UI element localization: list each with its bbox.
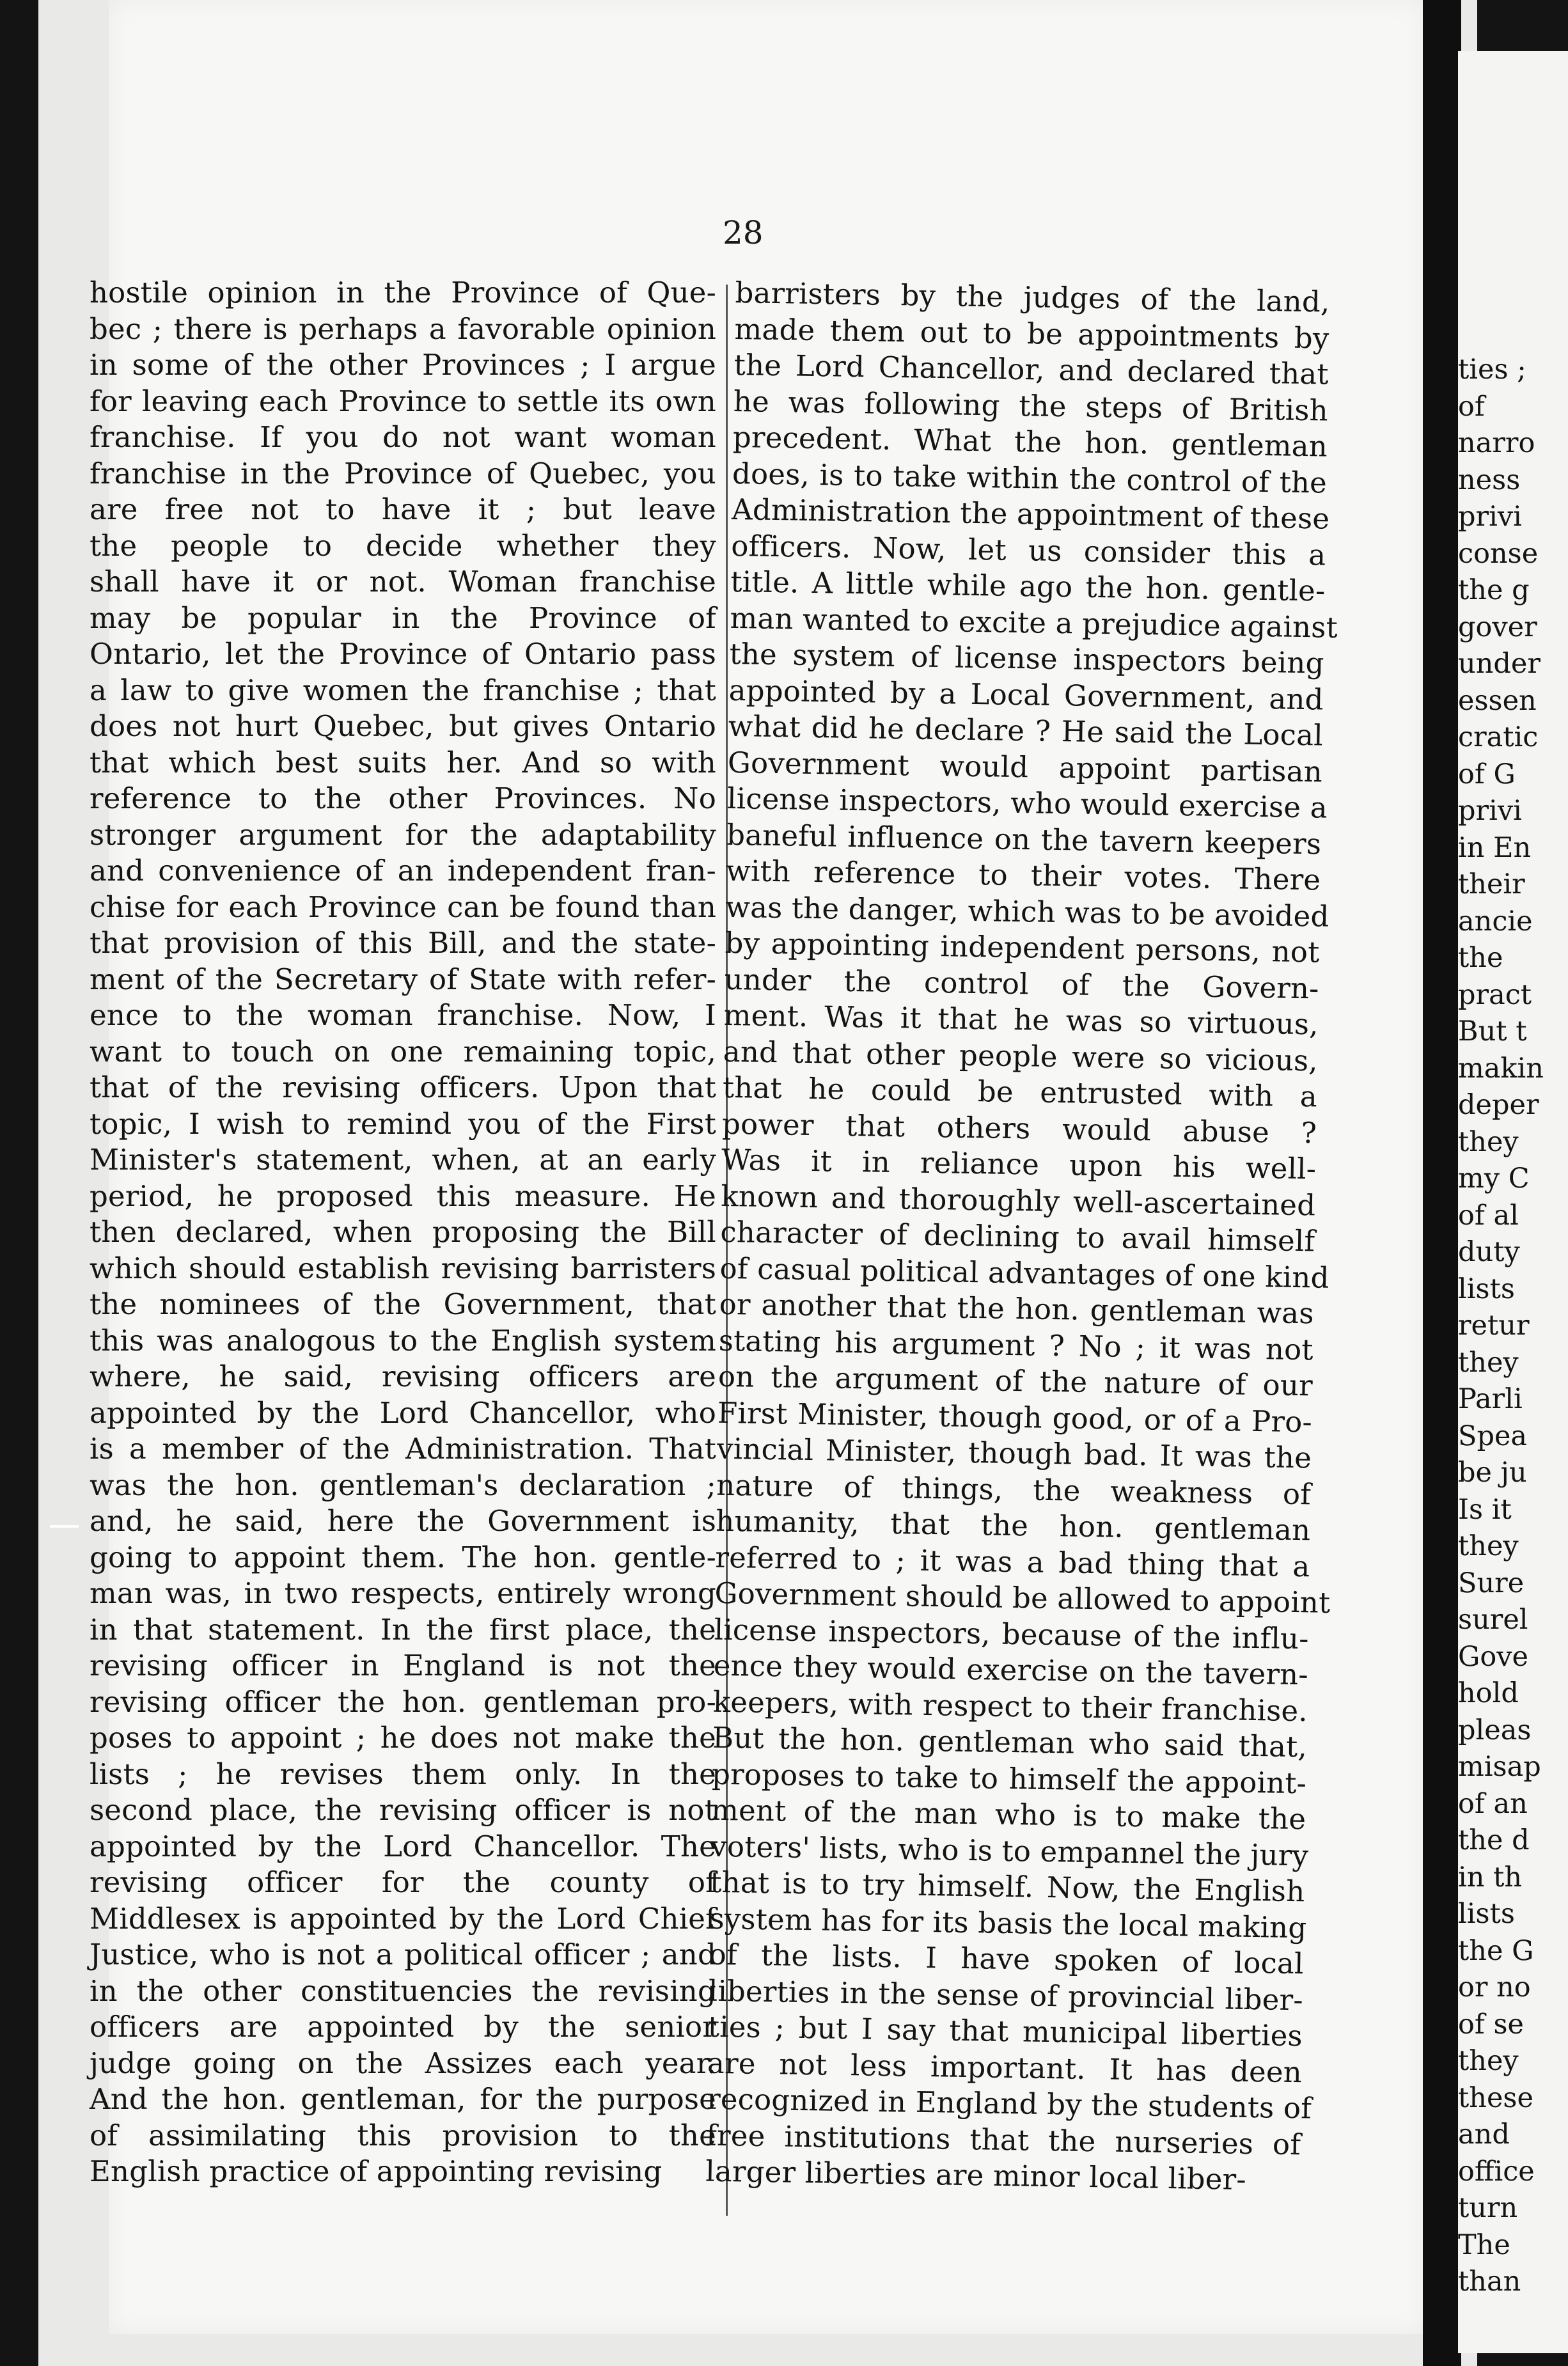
text-line: are free not to have it ; but leave [90,492,716,526]
text-line: Administration the appointment of these [731,492,1330,536]
text-line: a law to give women the franchise ; that [90,673,716,707]
text-line: then declared, when proposing the Bill [90,1215,716,1249]
text-line: Was it in reliance upon his well- [721,1142,1317,1186]
text-line: that of the revising officers. Upon that [90,1070,716,1104]
text-line: the Lord Chancellor, and declared that [733,347,1329,391]
fragment-line: Parli [1458,1383,1523,1415]
fragment-line: and [1458,2119,1510,2151]
text-line: appointed by the Lord Chancellor, who [90,1395,716,1430]
text-line: ence they would exercise on the tavern- [713,1648,1309,1692]
text-line: second place, the revising officer is not [90,1793,716,1827]
fragment-line: they [1458,1346,1519,1379]
text-line: proposes to take to himself the appoint- [711,1757,1307,1800]
fragment-line: they [1458,2045,1519,2077]
fragment-line: they [1458,1530,1519,1562]
text-line: nature of things, the weakness of [716,1468,1312,1511]
fragment-line: conse [1458,537,1539,570]
text-line: topic, I wish to remind you of the First [90,1106,716,1141]
fragment-line: they [1458,1125,1519,1158]
text-line: revising officer for the county of [90,1865,716,1899]
fragment-line: But t [1458,1015,1527,1047]
text-line: system has for its basis the local making [709,1901,1307,1945]
text-line: of assimilating this provision to the [90,2118,716,2152]
fragment-line: pleas [1458,1714,1532,1746]
text-line: and convenience of an independent fran- [90,854,716,888]
fragment-line: Is it [1458,1493,1512,1526]
text-line: barristers by the judges of the land, [735,275,1330,319]
page-number: 28 [723,214,764,251]
fragment-line: Gove [1458,1640,1528,1673]
text-line: lists ; he revises them only. In the [90,1757,716,1791]
text-line: and that other people were so vicious, [723,1034,1319,1077]
fragment-line: ancie [1458,905,1533,937]
text-line: larger liberties are minor local liber- [705,2154,1247,2197]
text-line: on the argument of the nature of our [717,1359,1313,1403]
fragment-line: of [1458,390,1485,423]
text-line: was the danger, which was to be avoided [725,889,1329,934]
text-line: under the control of the Govern- [724,962,1320,1005]
text-line: that provision of this Bill, and the state- [90,926,716,960]
text-line: are not less important. It has deen [707,2046,1303,2089]
text-line: appointed by a Local Government, and [728,673,1324,717]
fragment-line: my C [1458,1163,1530,1195]
text-line: Government would appoint partisan [727,745,1323,789]
fragment-line: of an [1458,1787,1528,1820]
fragment-line: be ju [1458,1457,1527,1489]
text-line: which should establish revising barristers [90,1251,716,1285]
text-line: this was analogous to the English system [90,1323,716,1358]
fragment-line: misap [1458,1751,1541,1783]
text-line: or another that the hon. gentleman was [719,1287,1315,1331]
text-line: vincial Minister, though bad. It was the [716,1431,1312,1475]
text-line: stating his argument ? No ; it was not [718,1323,1314,1367]
text-line: ence to the woman franchise. Now, I [90,998,716,1032]
text-line: the people to decide whether they [90,528,716,563]
text-line: title. A little while ago the hon. gentle- [730,564,1326,608]
text-line: that is to try himself. Now, the English [710,1865,1305,1909]
fragment-line: essen [1458,684,1537,717]
text-line: in that statement. In the first place, the [90,1612,716,1647]
text-line: man wanted to excite a prejudice against [730,600,1338,645]
text-line: revising officer the hon. gentleman pro- [90,1684,716,1719]
text-line: franchise in the Province of Quebec, you [90,456,716,490]
text-line: going to appoint them. The hon. gentle- [90,1540,716,1574]
text-line: But the hon. gentleman who said that, [712,1720,1308,1764]
fragment-line: makin [1458,1052,1544,1085]
fragment-line: Spea [1458,1420,1528,1452]
fragment-line: narro [1458,427,1535,459]
text-line: ment. Was it that he was so virtuous, [723,998,1319,1042]
text-line: that which best suits her. And so with [90,745,716,780]
text-line: free institutions that the nurseries of [705,2118,1301,2161]
text-line: First Minister, though good, or of a Pro- [717,1395,1313,1439]
text-line: and, he said, here the Government is [90,1504,716,1538]
fragment-line: lists [1458,1898,1515,1930]
text-line: baneful influence on the tavern keepers [726,817,1322,861]
fragment-line: surel [1458,1604,1528,1636]
fragment-line: the d [1458,1824,1530,1856]
text-line: keepers, with respect to their franchise. [712,1684,1308,1728]
text-line: Ontario, let the Province of Ontario pass [90,637,716,671]
text-line: Middlesex is appointed by the Lord Chief [90,1901,716,1936]
text-line: appointed by the Lord Chancellor. The [90,1829,716,1863]
text-line: power that others would abuse ? [721,1106,1317,1150]
fragment-line: The [1458,2229,1510,2261]
fragment-line: pract [1458,978,1532,1011]
fragment-line: lists [1458,1273,1515,1305]
fragment-line: turn [1458,2192,1518,2224]
text-line: revising officer in England is not the [90,1649,716,1682]
text-line: referred to ; it was a bad thing that a [715,1540,1310,1583]
text-line: what did he declare ? He said the Local [728,709,1324,753]
fragment-line: these [1458,2081,1533,2114]
left-column [90,275,716,2190]
text-line: officers are appointed by the senior [90,2010,716,2044]
text-line: judge going on the Assizes each year. [90,2046,716,2080]
fragment-line: their [1458,868,1525,900]
text-line: may be popular in the Province of [90,600,716,635]
fragment-line: the g [1458,574,1530,606]
fragment-line: than [1458,2266,1521,2298]
text-line: officers. Now, let us consider this a [730,528,1326,572]
text-line: English practice of appointing revising [90,2154,662,2188]
fragment-line: retur [1458,1310,1530,1342]
fragment-line: privi [1458,501,1522,533]
fragment-line: privi [1458,795,1522,827]
fragment-line: Sure [1458,1567,1525,1599]
fragment-line: the [1458,942,1503,974]
fragment-line: of se [1458,2008,1524,2041]
text-line: for leaving each Province to settle its own [90,384,716,418]
fragment-line: or no [1458,1971,1531,2003]
text-line: he was following the steps of British [733,384,1329,428]
text-line: made them out to be appointments by [734,311,1329,356]
text-line: bec ; there is perhaps a favorable opinion [90,311,716,346]
book-gutter [1423,0,1461,2366]
fragment-line: under [1458,648,1541,680]
text-line: Government should be allowed to appoint [714,1576,1331,1620]
text-line: character of declining to avail himself [720,1214,1315,1258]
text-line: shall have it or not. Woman franchise [90,565,716,599]
fragment-line: duty [1458,1236,1520,1268]
text-line: of the lists. I have spoken of local [709,1937,1305,1981]
fragment-line: gover [1458,611,1537,643]
text-line: liberties in the sense of provincial liber- [708,1973,1304,2017]
fragment-line: office [1458,2155,1535,2188]
fragment-line: ties ; [1458,354,1526,386]
text-line: in some of the other Provinces ; I argue [90,348,716,382]
text-line: chise for each Province can be found than [90,889,716,924]
fragment-line: deper [1458,1089,1539,1121]
text-line: ties ; but I say that municipal liberties [707,2009,1303,2053]
text-line: humanity, that the hon. gentleman [715,1503,1311,1547]
fragment-line: hold [1458,1677,1519,1709]
text-line: the nominees of the Government, that [90,1287,716,1321]
fragment-line: of al [1458,1199,1519,1232]
text-line: license inspectors, because of the influ- [714,1612,1310,1656]
text-line: where, he said, revising officers are [90,1359,716,1393]
fragment-line: ness [1458,464,1521,496]
text-line: And the hon. gentleman, for the purpose [90,2082,716,2116]
margin-mark [50,1525,79,1528]
middle-column [705,275,1338,2199]
text-line: ment of the man who is to make the [710,1792,1306,1837]
text-line: precedent. What the hon. gentleman [732,419,1328,464]
text-line: was the hon. gentleman's declaration ; [90,1468,716,1502]
fragment-line: in En [1458,831,1532,864]
text-line: Minister's statement, when, at an early [90,1143,716,1177]
text-line: recognized in England by the students of [706,2081,1312,2126]
text-line: known and thoroughly well-ascertained [720,1179,1316,1222]
text-line: does not hurt Quebec, but gives Ontario [90,709,716,743]
text-line: reference to the other Provinces. No [90,781,716,815]
text-line: hostile opinion in the Province of Que- [90,276,716,309]
text-line: by appointing independent persons, not [725,925,1320,969]
fragment-line: in th [1458,1861,1523,1893]
text-line: of casual political advantages of one kind [719,1251,1329,1295]
text-line: license inspectors, who would exercise a [726,781,1328,825]
text-line: with reference to their votes. There [725,853,1321,897]
text-line: in the other constituencies the revising [90,1973,716,2008]
text-line: period, he proposed this measure. He [90,1179,716,1213]
text-line: the system of license inspectors being [729,636,1324,680]
text-line: Justice, who is not a political officer ; and [90,1938,716,1971]
fragment-line: of G [1458,758,1516,790]
text-line: is a member of the Administration. That [90,1432,716,1466]
facing-page-text [1458,352,1568,2301]
text-line: stronger argument for the adaptability [90,817,716,852]
text-line: that he could be entrusted with a [722,1070,1318,1114]
text-line: poses to appoint ; he does not make the [90,1721,716,1755]
text-line: does, is to take within the control of the [732,456,1328,500]
fragment-line: the G [1458,1934,1534,1967]
text-line: voters' lists, who is to empannel the jury [710,1829,1309,1872]
text-line: man was, in two respects, entirely wrong [90,1576,716,1610]
fragment-line: cratic [1458,721,1539,753]
text-line: want to touch on one remaining topic, [90,1034,716,1069]
text-line: ment of the Secretary of State with refer- [90,962,716,996]
text-line: franchise. If you do not want woman [90,420,716,454]
facing-page [1458,51,1568,2353]
